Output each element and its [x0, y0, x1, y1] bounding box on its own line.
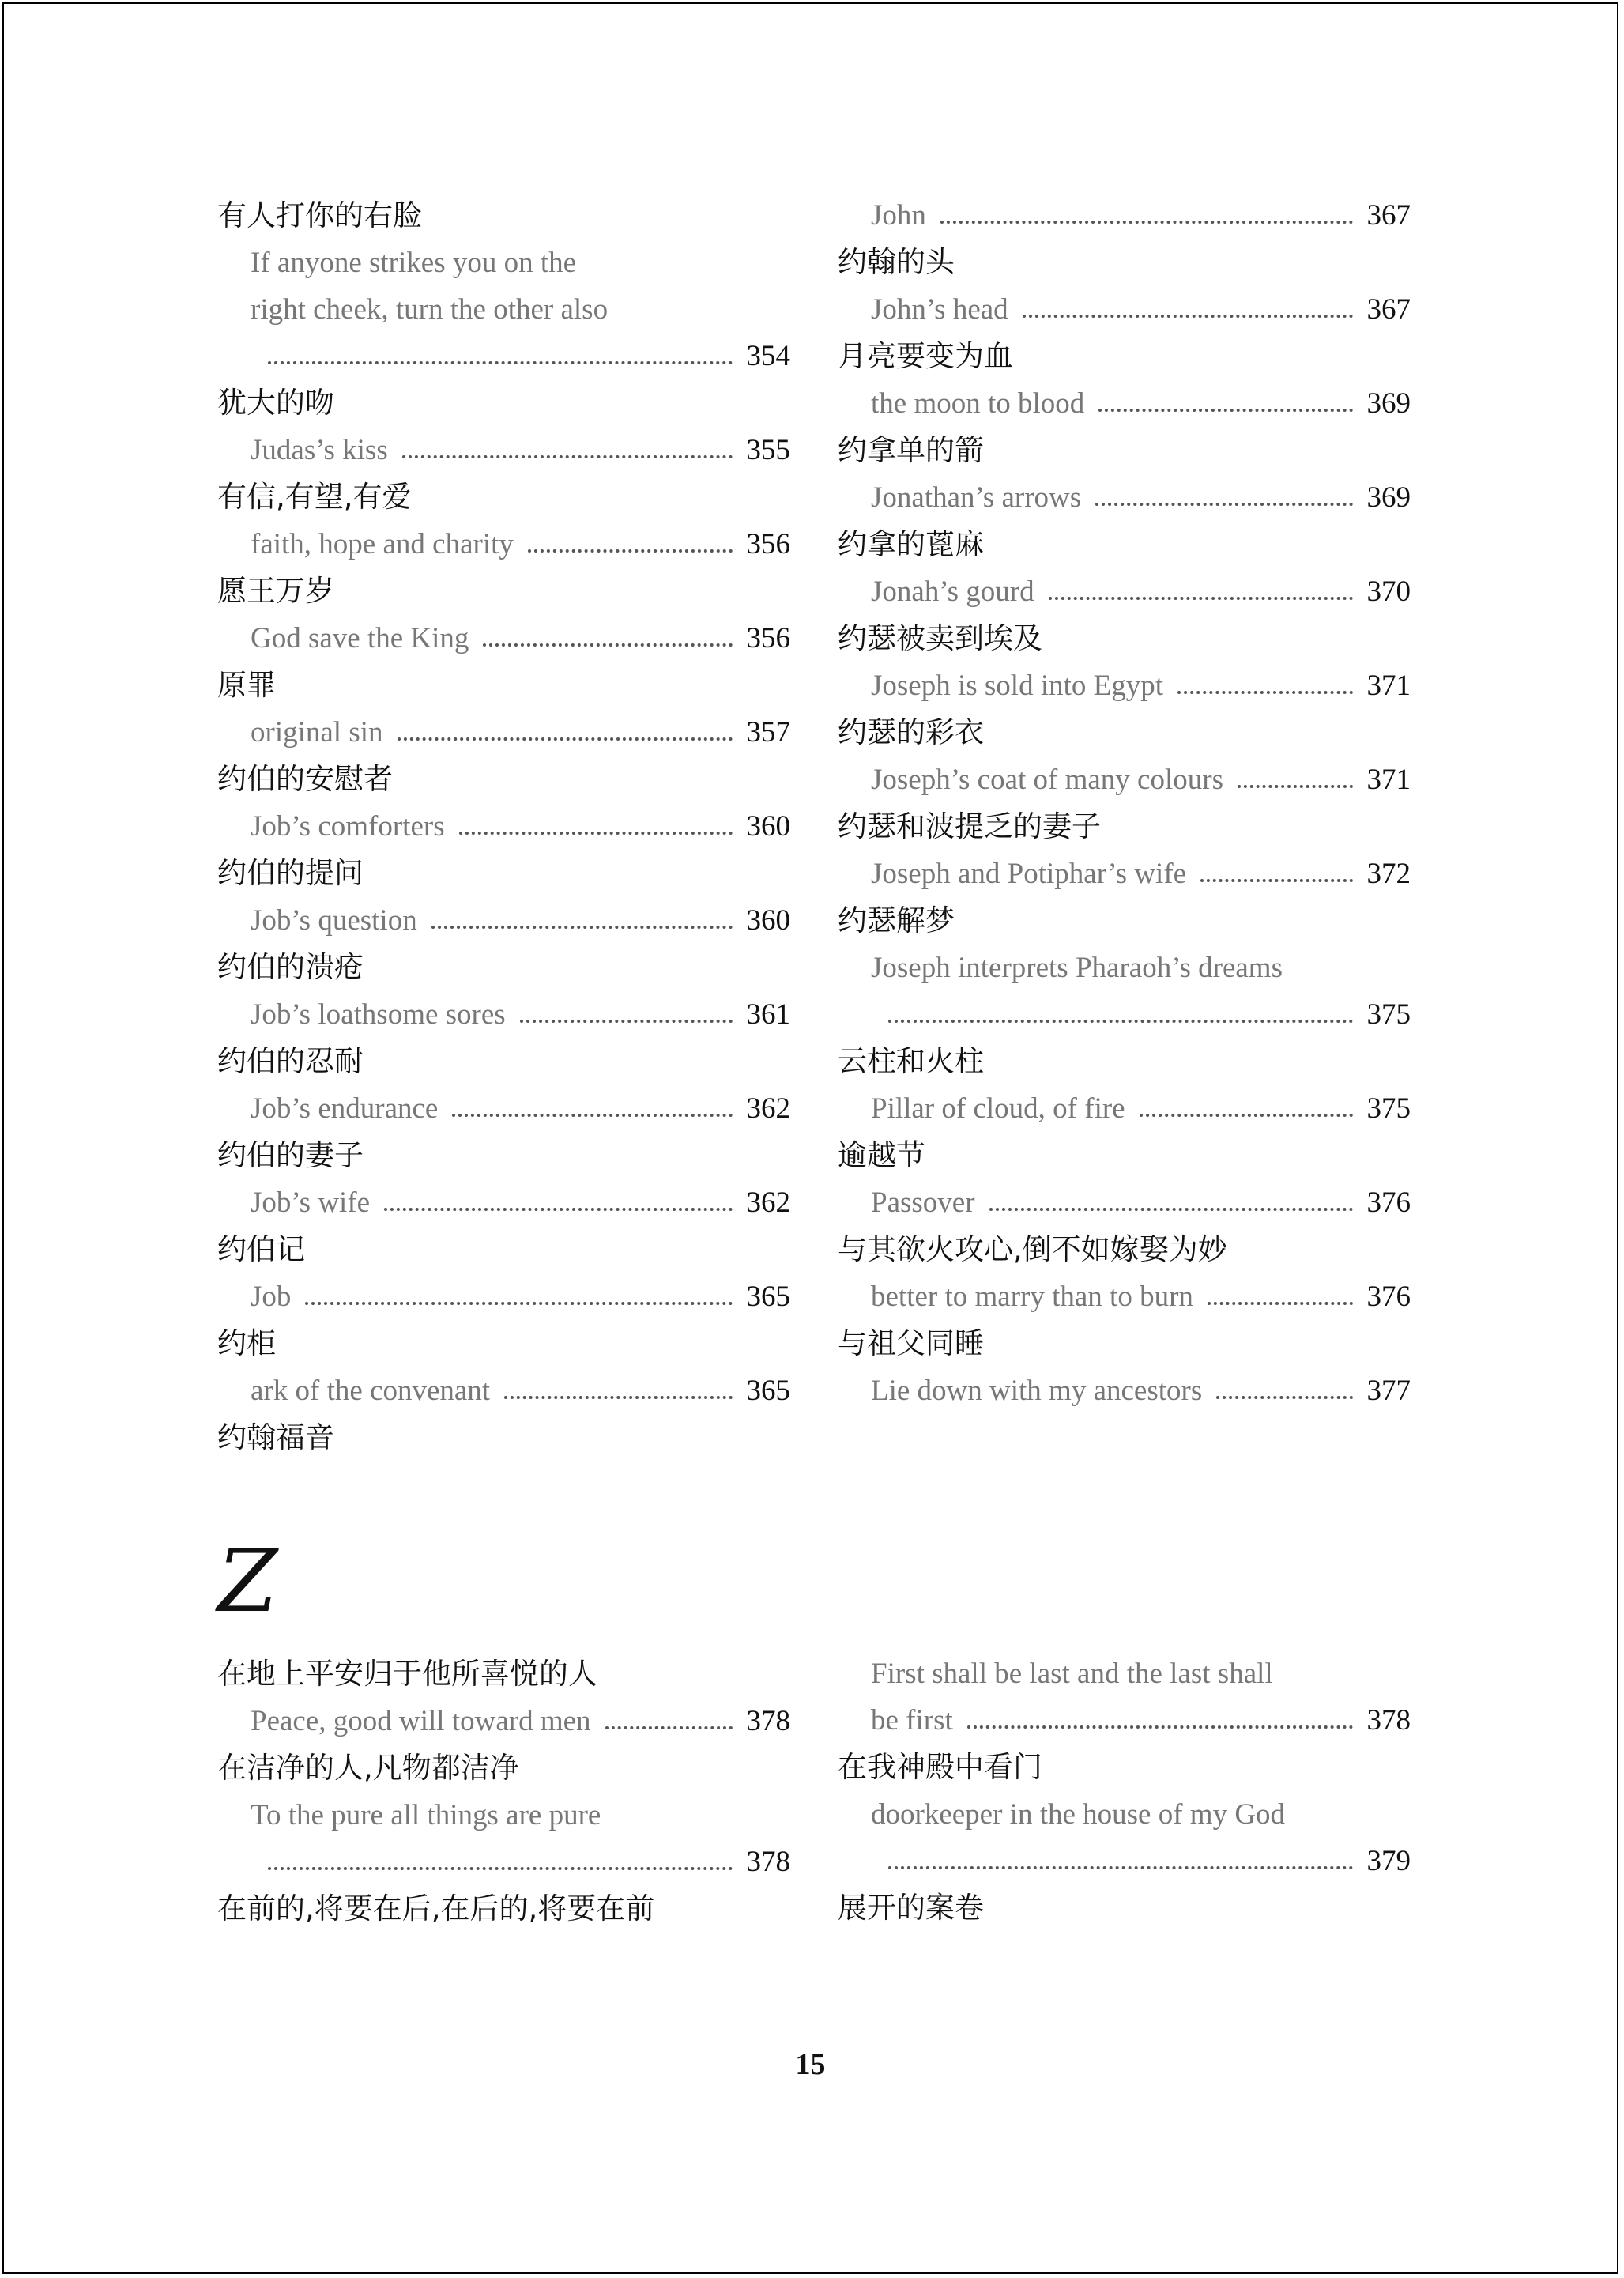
entry-en-line — [217, 427, 790, 473]
entry-en-line — [838, 662, 1411, 709]
entry-en-line — [217, 521, 790, 568]
page-ref: 377 — [1366, 1375, 1411, 1407]
page-ref: 378 — [746, 1846, 790, 1878]
entry-en-line — [838, 568, 1411, 615]
leader-dots — [268, 361, 733, 364]
entry-zh: 云柱和火柱 — [838, 1044, 984, 1078]
page-ref: 357 — [746, 716, 790, 749]
entry-en-line — [838, 756, 1411, 803]
leader-dots — [402, 455, 733, 458]
entry-en-line — [838, 380, 1411, 427]
leader-dots — [605, 1726, 733, 1729]
entry-zh: 犹大的吻 — [217, 386, 334, 420]
entry-en: faith, hope and charity — [251, 528, 514, 560]
entry-zh: 约瑟和波提乏的妻子 — [838, 809, 1101, 843]
page-ref: 371 — [1366, 669, 1411, 702]
page-ref: 376 — [1366, 1186, 1411, 1219]
entry-en: Passover — [871, 1186, 975, 1219]
entry-en-line — [217, 1839, 790, 1885]
leader-dots — [1200, 879, 1352, 882]
leader-dots — [967, 1725, 1353, 1729]
entry-zh: 约翰福音 — [217, 1420, 334, 1454]
entry-en: Judas’s kiss — [251, 434, 388, 466]
page-number: 15 — [795, 2048, 826, 2081]
page-ref: 375 — [1366, 998, 1411, 1031]
entry-en: Joseph and Potiphar’s wife — [871, 858, 1187, 890]
entry-en-line — [838, 1179, 1411, 1226]
page-ref: 360 — [746, 810, 790, 843]
entry-en-line — [838, 1697, 1411, 1744]
page-ref: 355 — [746, 434, 790, 466]
entry-en-line — [217, 1367, 790, 1414]
page-ref: 360 — [746, 904, 790, 937]
page-ref: 379 — [1366, 1845, 1411, 1877]
entry-en: John — [871, 199, 926, 232]
entry-zh: 原罪 — [217, 668, 276, 702]
entry-en: doorkeeper in the house of my God — [871, 1798, 1286, 1831]
entry-en-line — [838, 474, 1411, 521]
entry-zh: 约伯的安慰者 — [217, 762, 393, 796]
leader-dots — [398, 737, 733, 741]
entry-en: To the pure all things are pure — [251, 1799, 601, 1831]
entry-zh: 月亮要变为血 — [838, 339, 1013, 373]
leader-dots — [1238, 785, 1353, 788]
entry-en-line — [217, 709, 790, 756]
page-ref: 365 — [746, 1280, 790, 1313]
entry-en-line — [217, 897, 790, 944]
entry-en: First shall be last and the last shall — [871, 1658, 1273, 1690]
entry-zh: 约伯的忍耐 — [217, 1044, 364, 1078]
entry-zh: 在洁净的人,凡物都洁净 — [217, 1751, 519, 1785]
entry-en: ark of the convenant — [251, 1375, 491, 1407]
page-ref: 362 — [746, 1092, 790, 1125]
entry-zh: 约伯的溃疮 — [217, 950, 364, 984]
entry-en: Joseph’s coat of many colours — [871, 764, 1223, 796]
entry-en: Joseph interprets Pharaoh’s dreams — [871, 952, 1283, 984]
page-ref: 378 — [1366, 1704, 1411, 1737]
page-ref: 362 — [746, 1186, 790, 1219]
leader-dots — [940, 221, 1353, 224]
leader-dots — [268, 1867, 733, 1870]
leader-dots — [528, 549, 733, 553]
leader-dots — [520, 1020, 733, 1023]
leader-dots — [305, 1302, 732, 1305]
entry-en-line — [217, 1698, 790, 1744]
entry-zh: 与其欲火攻心,倒不如嫁娶为妙 — [838, 1232, 1227, 1266]
page-ref: 354 — [746, 340, 790, 372]
leader-dots — [384, 1208, 732, 1211]
entry-zh: 与祖父同睡 — [838, 1326, 984, 1360]
entry-en: better to marry than to burn — [871, 1280, 1193, 1313]
page — [2, 2, 1618, 2274]
entry-en-line — [838, 1838, 1411, 1884]
entry-zh: 约伯的妻子 — [217, 1138, 364, 1172]
entry-zh: 约柜 — [217, 1326, 276, 1360]
entry-zh: 约瑟的彩衣 — [838, 715, 984, 749]
leader-dots — [888, 1866, 1353, 1869]
leader-dots — [452, 1114, 732, 1117]
entry-en: Job’s endurance — [251, 1092, 439, 1125]
entry-zh: 约伯的提问 — [217, 856, 364, 890]
page-ref: 367 — [1366, 293, 1411, 326]
page-ref: 371 — [1366, 764, 1411, 796]
entry-en-line — [217, 615, 790, 662]
index-column-right — [838, 192, 1411, 1414]
entry-en-line — [838, 286, 1411, 333]
leader-dots — [431, 926, 733, 929]
page-ref: 369 — [1366, 481, 1411, 514]
entry-zh: 约瑟解梦 — [838, 903, 955, 937]
entry-zh: 有人打你的右脸 — [217, 198, 422, 232]
entry-zh: 逾越节 — [838, 1138, 925, 1172]
leader-dots — [1049, 597, 1353, 600]
leader-dots — [1023, 315, 1353, 318]
index-column-left-z — [217, 1650, 790, 1933]
entry-en-line — [838, 991, 1411, 1038]
entry-zh: 在我神殿中看门 — [838, 1750, 1042, 1784]
page-ref: 372 — [1366, 858, 1411, 890]
page-ref: 367 — [1366, 199, 1411, 232]
page-ref: 356 — [746, 622, 790, 654]
leader-dots — [1140, 1114, 1353, 1117]
entry-en-line — [217, 1273, 790, 1320]
leader-dots — [1177, 691, 1352, 694]
entry-en: Jonathan’s arrows — [871, 481, 1082, 514]
entry-en: Job’s question — [251, 904, 417, 937]
leader-dots — [1095, 503, 1352, 506]
entry-en-line — [217, 1179, 790, 1226]
entry-en: Peace, good will toward men — [251, 1705, 591, 1737]
leader-dots — [1098, 409, 1352, 412]
leader-dots — [1216, 1396, 1352, 1399]
entry-zh: 约拿的蓖麻 — [838, 527, 984, 561]
entry-en: be first — [871, 1704, 953, 1737]
page-ref: 365 — [746, 1375, 790, 1407]
index-column-left — [217, 192, 790, 1461]
entry-en: Job’s loathsome sores — [251, 998, 506, 1031]
entry-en: If anyone strikes you on the — [251, 247, 577, 279]
entry-zh: 约伯记 — [217, 1232, 305, 1266]
entry-en: the moon to blood — [871, 387, 1085, 420]
leader-dots — [483, 643, 732, 647]
page-ref: 356 — [746, 528, 790, 560]
entry-zh: 在前的,将要在后,在后的,将要在前 — [217, 1891, 655, 1925]
entry-en-line — [838, 1085, 1411, 1132]
page-ref: 361 — [746, 998, 790, 1031]
entry-zh: 在地上平安归于他所喜悦的人 — [217, 1657, 597, 1691]
entry-en-line — [838, 1273, 1411, 1320]
entry-en: right cheek, turn the other also — [251, 293, 609, 326]
entry-zh: 愿王万岁 — [217, 574, 334, 608]
entry-zh: 有信,有望,有爱 — [217, 480, 412, 514]
entry-en-line — [217, 803, 790, 850]
leader-dots — [989, 1208, 1353, 1211]
entry-en-line — [217, 991, 790, 1038]
entry-en: Lie down with my ancestors — [871, 1375, 1203, 1407]
entry-zh: 展开的案卷 — [838, 1891, 984, 1925]
page-ref: 370 — [1366, 575, 1411, 608]
entry-en: Job — [251, 1280, 292, 1313]
entry-zh: 约拿单的箭 — [838, 433, 984, 467]
leader-dots — [504, 1396, 732, 1399]
page-ref: 378 — [746, 1705, 790, 1737]
entry-en-line — [838, 1367, 1411, 1414]
leader-dots — [1208, 1302, 1353, 1305]
leader-dots — [888, 1020, 1353, 1023]
index-column-right-z — [838, 1650, 1411, 1932]
section-letter: Z — [217, 1530, 278, 1631]
entry-zh: 约翰的头 — [838, 245, 955, 279]
entry-en: Job’s comforters — [251, 810, 445, 843]
entry-en: John’s head — [871, 293, 1008, 326]
entry-en: Job’s wife — [251, 1186, 371, 1219]
entry-en-line — [838, 850, 1411, 897]
entry-en: God save the King — [251, 622, 469, 654]
entry-en-line — [838, 192, 1411, 239]
page-ref: 375 — [1366, 1092, 1411, 1125]
entry-en: Jonah’s gourd — [871, 575, 1034, 608]
entry-en: Pillar of cloud, of fire — [871, 1092, 1125, 1125]
entry-zh: 约瑟被卖到埃及 — [838, 621, 1042, 655]
page-ref: 369 — [1366, 387, 1411, 420]
entry-en: Joseph is sold into Egypt — [871, 669, 1164, 702]
entry-en-line — [217, 1085, 790, 1132]
entry-en-line — [217, 333, 790, 379]
entry-en: original sin — [251, 716, 383, 749]
leader-dots — [459, 832, 733, 835]
page-ref: 376 — [1366, 1280, 1411, 1313]
